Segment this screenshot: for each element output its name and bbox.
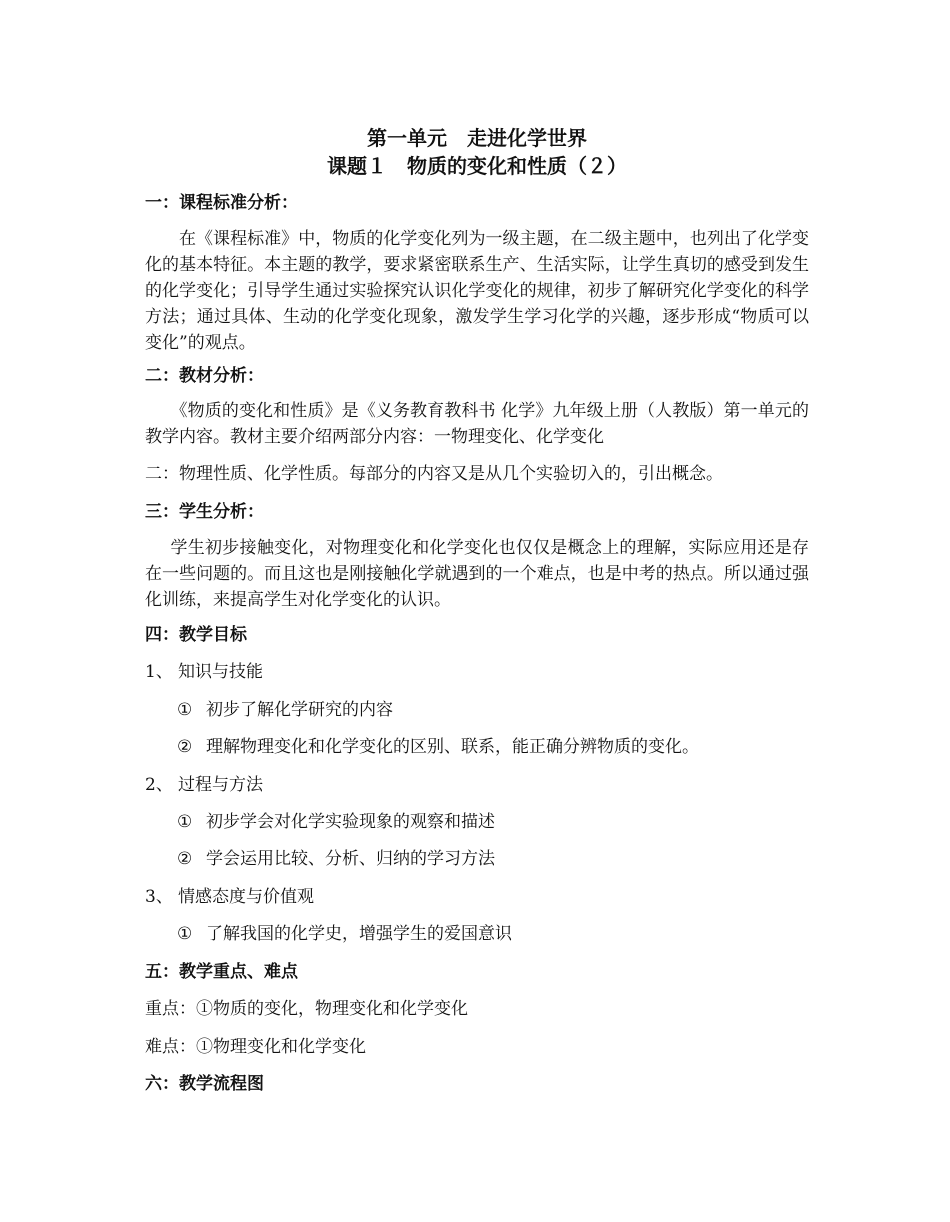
goal-label: 过程与方法 [178, 775, 263, 795]
difficult-point-line: 难点：①物理变化和化学变化 [145, 1037, 366, 1057]
document-title: 第一单元 走进化学世界 [367, 126, 587, 150]
goal-item-text: 学会运用比较、分析、归纳的学习方法 [206, 849, 495, 869]
goal-item-text: 初步学会对化学实验现象的观察和描述 [206, 812, 495, 832]
section-heading-students: 三：学生分析： [145, 502, 264, 522]
goal-item-text: 了解我国的化学史，增强学生的爱国意识 [206, 924, 512, 944]
key-point-line: 重点：①物质的变化，物理变化和化学变化 [145, 999, 468, 1019]
paragraph-students: 学生初步接触变化，对物理变化和化学变化也仅仅是概念上的理解，实际应用还是存在一些问题的。而且这也是刚接触化学就遇到的一个难点，也是中考的热点。所以通过强化训练，来提高学生对化学变化的认识。 [145, 538, 809, 610]
goal-item-mark: ② [177, 737, 193, 757]
goal-number: 1、 [145, 662, 173, 682]
paragraph-curriculum: 在《课程标准》中，物质的化学变化列为一级主题，在二级主题中，也列出了化学变化的基本特征。本主题的教学，要求紧密联系生产、生活实际，让学生真切的感受到发生的化学变化；引导学生通过实验探究认识化学变化的规律，初步了解研究化学变化的科学方法；通过具体、生动的化学变化现象，激发学生学习化学的兴趣，逐步形成“物质可以变化”的观点。 [145, 229, 809, 353]
goal-item-mark: ② [177, 849, 193, 869]
section-heading-flowchart: 六：教学流程图 [145, 1074, 264, 1094]
section-heading-key-points: 五：教学重点、难点 [145, 962, 298, 982]
goal-item-text: 初步了解化学研究的内容 [206, 700, 393, 720]
document-subtitle: 课题１ 物质的变化和性质（２） [327, 154, 627, 178]
goal-number: 3、 [145, 887, 173, 907]
goal-item-text: 理解物理变化和化学变化的区别、联系，能正确分辨物质的变化。 [206, 737, 699, 757]
section-heading-goals: 四：教学目标 [145, 625, 247, 645]
goal-item-mark: ① [177, 924, 193, 944]
goal-item-mark: ① [177, 812, 193, 832]
goal-number: 2、 [145, 775, 173, 795]
goal-item-mark: ① [177, 700, 193, 720]
goal-label: 知识与技能 [178, 662, 263, 682]
goal-label: 情感态度与价值观 [178, 887, 314, 907]
section-heading-curriculum: 一：课程标准分析： [145, 193, 298, 213]
section-heading-textbook: 二：教材分析： [145, 366, 264, 386]
paragraph-textbook-2: 二：物理性质、化学性质。每部分的内容又是从几个实验切入的，引出概念。 [145, 464, 723, 484]
paragraph-textbook-1: 《物质的变化和性质》是《义务教育教科书 化学》九年级上册（人教版）第一单元的教学内容。教材主要介绍两部分内容：一物理变化、化学变化 [145, 401, 809, 447]
